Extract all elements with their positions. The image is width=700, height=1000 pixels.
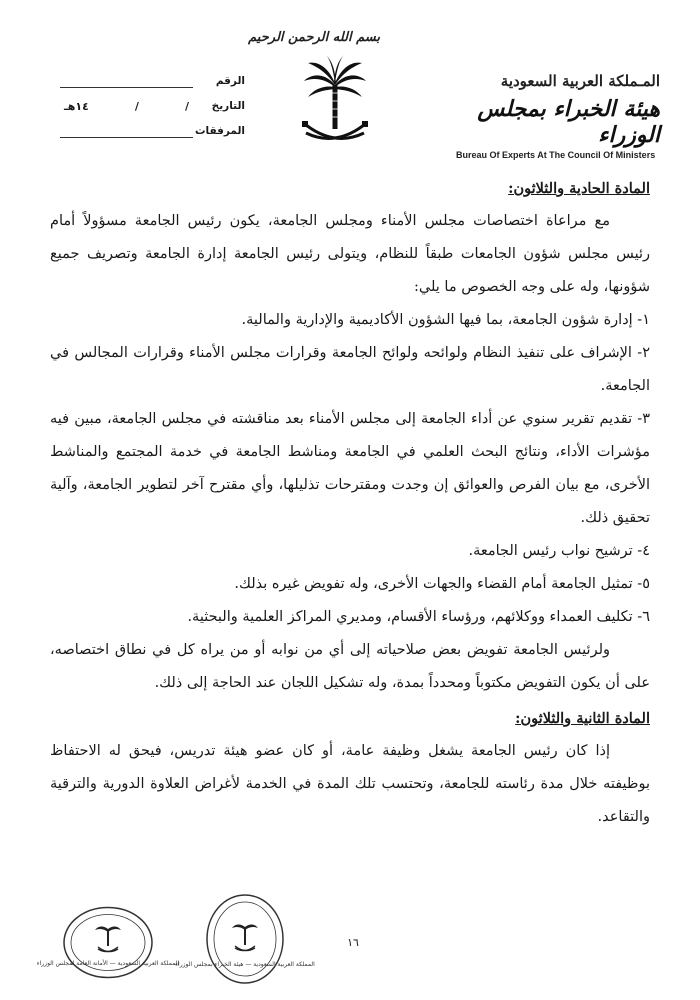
document-body (50, 172, 650, 834)
article-31-intro: مع مراعاة اختصاصات مجلس الأمناء ومجلس الجامعة، يكون رئيس الجامعة مسؤولاً أمام رئيس مجلس شؤون الجامعات طبقاً للنظام، ويتولى رئيس الجامعة إدارة الجامعة وتصريف جميع شؤونها، وله على وجه الخصوص ما يلي: (50, 213, 650, 295)
date-separator: / (184, 100, 189, 113)
kingdom-name: المـملكة العربية السعودية (500, 72, 660, 90)
bureau-name-english: Bureau Of Experts At The Council Of Ministers (456, 150, 656, 160)
bureau-name-arabic: هيئة الخبراء بمجلس الوزراء (477, 96, 660, 148)
article-31-item: ٥- تمثيل الجامعة أمام القضاء والجهات الأخرى، وله تفويض غيره بذلك. (234, 576, 650, 592)
stamp-right-text: المملكة العربية السعودية — هيئة الخبراء بمجلس الوزراء (175, 961, 315, 968)
official-seal-icon (36, 905, 180, 980)
attachments-row (60, 125, 245, 150)
letterhead (0, 0, 700, 170)
article-31-item: ٣- تقديم تقرير سنوي عن أداء الجامعة إلى مجلس الأمناء بعد مناقشته في مجلس الجامعة، مبين فيه مؤشرات الأداء، ونتائج البحث العلمي في الجامعة ومناشط الجامعة في خدمة المجتمع والمناشط الأخرى، مع بيان الفرص والعوائق إن وجدت ومقترحات تذليلها، وأي مقترح آخر لتطوير الجامعة، وآلية تحقيق ذلك. (50, 411, 650, 526)
stamp-left-text: المملكة العربية السعودية — الأمانة العامة لمجلس الوزراء (36, 960, 180, 967)
reference-label: الرقم (215, 75, 245, 87)
official-seal-icon (175, 893, 315, 985)
article-31-title: المادة الحادية والثلاثون: (508, 180, 650, 197)
attachments-label: المرفقات (194, 125, 245, 137)
organization-block (440, 72, 660, 160)
date-label: التاريخ (211, 100, 245, 112)
article-32-title: المادة الثانية والثلاثون: (515, 710, 650, 727)
article-31-item: ٤- ترشيح نواب رئيس الجامعة. (468, 543, 650, 559)
article-31-closing: ولرئيس الجامعة تفويض بعض صلاحياته إلى أي من نوابه أو من يراه كل في نطاق اختصاصه، على أن يكون التفويض مكتوباً ومحدداً بمدة، وله تشكيل اللجان عند الحاجة إلى ذلك. (50, 642, 650, 691)
attachments-line (60, 137, 193, 138)
article-32-body: إذا كان رئيس الجامعة يشغل وظيفة عامة، أو كان عضو هيئة تدريس، فيحق له الاحتفاظ بوظيفته خلال مدة رئاسته للجامعة، وتحتسب تلك المدة في الخدمة لأغراض العلاوة الدورية والترقية والتقاعد. (50, 743, 650, 825)
article-31-item: ٦- تكليف العمداء ووكلائهم، ورؤساء الأقسام، ومديري المراكز العلمية والبحثية. (187, 609, 650, 625)
date-year-suffix: ١٤هـ (64, 100, 89, 113)
date-row (60, 100, 245, 125)
article-31-item: ١- إدارة شؤون الجامعة، بما فيها الشؤون الأكاديمية والإدارية والمالية. (241, 312, 650, 328)
page-number: ١٦ (347, 936, 359, 949)
reference-block (60, 75, 245, 150)
reference-line (60, 87, 193, 88)
reference-row (60, 75, 245, 100)
basmala: بسم الله الرحمن الرحيم (248, 30, 380, 45)
date-separator: / (134, 100, 139, 113)
date-template (60, 100, 193, 113)
palm-and-swords-emblem-icon (300, 55, 370, 150)
article-31-item: ٢- الإشراف على تنفيذ النظام ولوائحه ولوائح الجامعة وقرارات مجلس الأمناء وقرارات المجالس في الجامعة. (50, 345, 650, 394)
